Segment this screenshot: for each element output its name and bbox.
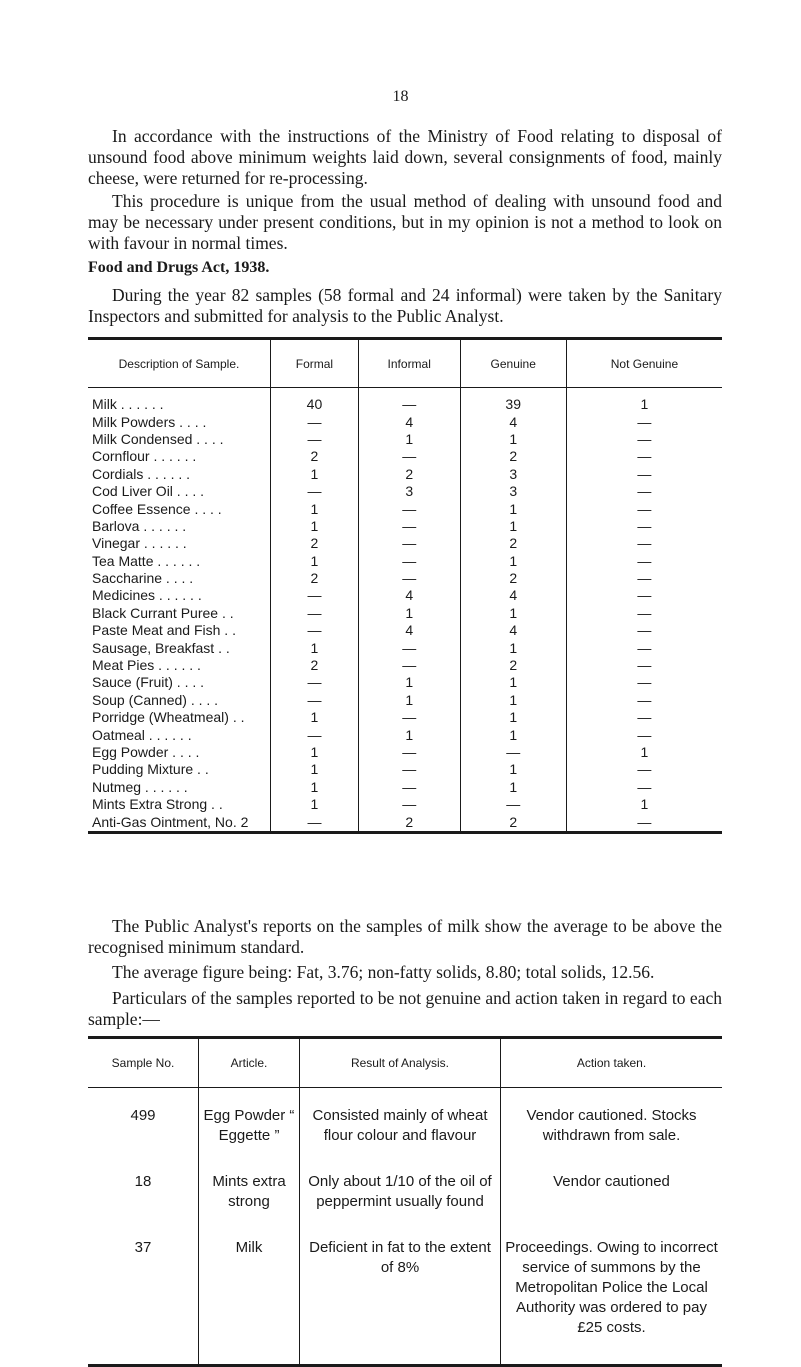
sample-count: 4 bbox=[460, 622, 566, 639]
result-of-analysis: Deficient in fat to the extent of 8% bbox=[300, 1238, 501, 1366]
sample-description: Cordials . . . . . . bbox=[92, 465, 191, 482]
section-heading: Food and Drugs Act, 1938. bbox=[88, 259, 270, 276]
sample-count: 1 bbox=[358, 674, 460, 691]
sample-count: — bbox=[271, 483, 359, 500]
sample-description: Paste Meat and Fish . . bbox=[92, 622, 236, 639]
sample-count: — bbox=[566, 518, 722, 535]
table-row bbox=[88, 518, 722, 535]
sample-description: Nutmeg . . . . . . bbox=[92, 778, 188, 795]
sample-description: Anti-Gas Ointment, No. 2 bbox=[92, 813, 249, 830]
sample-count: — bbox=[566, 587, 722, 604]
sample-count: — bbox=[271, 587, 359, 604]
sample-description: Oatmeal . . . . . . bbox=[92, 726, 192, 743]
sample-count: — bbox=[566, 605, 722, 622]
sample-count: — bbox=[358, 553, 460, 570]
samples-table-header bbox=[88, 339, 722, 388]
sample-description: Coffee Essence . . . . bbox=[92, 500, 222, 517]
milk-report-paragraph: The Public Analyst's reports on the samples of milk show the average to be above the recognised minimum standard. bbox=[88, 916, 722, 957]
sample-count: 1 bbox=[271, 639, 359, 656]
sample-count: — bbox=[358, 448, 460, 465]
sample-count: 1 bbox=[271, 500, 359, 517]
sample-count: 2 bbox=[271, 657, 359, 674]
sample-count: 1 bbox=[460, 431, 566, 448]
table-row bbox=[88, 553, 722, 570]
table-row bbox=[88, 1088, 722, 1173]
sample-count: — bbox=[358, 796, 460, 813]
table-row bbox=[88, 692, 722, 709]
sample-count: — bbox=[358, 500, 460, 517]
sample-description: Cod Liver Oil . . . . bbox=[92, 483, 205, 500]
table-row bbox=[88, 1238, 722, 1366]
sample-description: Saccharine . . . . bbox=[92, 570, 194, 587]
sample-count: — bbox=[566, 622, 722, 639]
sample-count: 1 bbox=[460, 553, 566, 570]
sample-count: — bbox=[271, 813, 359, 832]
result-of-analysis: Only about 1/10 of the oil of peppermint usually found bbox=[300, 1172, 501, 1238]
sample-count: — bbox=[358, 570, 460, 587]
particulars-paragraph: Particulars of the samples reported to be not genuine and action taken in regard to each sample:— bbox=[88, 988, 722, 1029]
header-sample-no: Sample No. bbox=[88, 1038, 199, 1088]
sample-description: Soup (Canned) . . . . bbox=[92, 691, 219, 708]
sample-count: 1 bbox=[460, 761, 566, 778]
sample-description: Porridge (Wheatmeal) . . bbox=[92, 709, 245, 726]
table-row bbox=[88, 674, 722, 691]
sample-count: 2 bbox=[271, 448, 359, 465]
sample-count: — bbox=[566, 639, 722, 656]
sample-count: 1 bbox=[358, 726, 460, 743]
sample-count: 1 bbox=[566, 744, 722, 761]
header-genuine: Genuine bbox=[460, 339, 566, 388]
sample-count: 1 bbox=[460, 500, 566, 517]
sample-number: 499 bbox=[130, 1107, 156, 1124]
samples-table bbox=[88, 337, 722, 834]
sample-count: 2 bbox=[460, 535, 566, 552]
sample-count: 2 bbox=[460, 448, 566, 465]
sample-count: — bbox=[566, 692, 722, 709]
sample-count: — bbox=[358, 657, 460, 674]
sample-count: 3 bbox=[358, 483, 460, 500]
sample-count: 2 bbox=[271, 535, 359, 552]
sample-count: — bbox=[566, 674, 722, 691]
sample-count: — bbox=[566, 448, 722, 465]
sample-count: 1 bbox=[271, 518, 359, 535]
header-formal: Formal bbox=[271, 339, 359, 388]
sample-count: — bbox=[271, 674, 359, 691]
sample-description: Sauce (Fruit) . . . . bbox=[92, 674, 205, 691]
sample-count: 1 bbox=[460, 605, 566, 622]
sample-count: — bbox=[271, 622, 359, 639]
sample-count: — bbox=[566, 483, 722, 500]
sample-count: — bbox=[566, 726, 722, 743]
sample-count: 1 bbox=[460, 518, 566, 535]
action-taken: Proceedings. Owing to incorrect service of summons by the Metropolitan Police the Local Authority was ordered to pay £25 costs. bbox=[501, 1238, 723, 1366]
sample-count: 2 bbox=[460, 813, 566, 832]
table-row bbox=[88, 605, 722, 622]
sample-description: Tea Matte . . . . . . bbox=[92, 552, 201, 569]
table-row bbox=[88, 779, 722, 796]
sample-count: — bbox=[358, 518, 460, 535]
article: Egg Powder “ Eggette ” bbox=[199, 1088, 300, 1173]
sample-count: 2 bbox=[271, 570, 359, 587]
sample-count: 1 bbox=[271, 744, 359, 761]
sample-count: — bbox=[566, 709, 722, 726]
sample-description: Pudding Mixture . . bbox=[92, 761, 209, 778]
sample-count: 4 bbox=[358, 587, 460, 604]
sample-count: 2 bbox=[460, 657, 566, 674]
sample-count: 39 bbox=[460, 388, 566, 414]
table-row bbox=[88, 413, 722, 430]
table-row bbox=[88, 761, 722, 778]
sample-number: 37 bbox=[134, 1239, 152, 1256]
sample-count: — bbox=[566, 813, 722, 832]
intro-paragraph-1: In accordance with the instructions of the Ministry of Food relating to disposal of unsound food above minimum weights laid down, several consignments of food, mainly cheese, were returned for re-processing. bbox=[88, 126, 722, 188]
sample-count: — bbox=[566, 657, 722, 674]
sample-description: Meat Pies . . . . . . bbox=[92, 657, 201, 674]
sample-count: — bbox=[566, 553, 722, 570]
table-row bbox=[88, 448, 722, 465]
sample-count: — bbox=[358, 388, 460, 414]
sample-count: — bbox=[566, 500, 722, 517]
table-row bbox=[88, 431, 722, 448]
article: Mints extra strong bbox=[199, 1172, 300, 1238]
table-row bbox=[88, 813, 722, 832]
intro-paragraph-2: This procedure is unique from the usual method of dealing with unsound food and may be necessary under present conditions, but in my opinion is not a method to look on with favour in normal times. bbox=[88, 191, 722, 253]
action-taken: Vendor cautioned. Stocks withdrawn from sale. bbox=[501, 1088, 723, 1173]
sample-count: — bbox=[358, 709, 460, 726]
table-row bbox=[88, 622, 722, 639]
sample-count: — bbox=[271, 431, 359, 448]
sample-description: Milk Condensed . . . . bbox=[92, 430, 224, 447]
table-row bbox=[88, 388, 722, 414]
sample-count: 1 bbox=[271, 779, 359, 796]
sample-count: — bbox=[271, 726, 359, 743]
action-table-header bbox=[88, 1038, 722, 1088]
sample-count: 1 bbox=[271, 761, 359, 778]
sample-count: 4 bbox=[358, 622, 460, 639]
sample-count: 2 bbox=[358, 813, 460, 832]
sample-count: 1 bbox=[358, 692, 460, 709]
average-figure-paragraph: The average figure being: Fat, 3.76; non-fatty solids, 8.80; total solids, 12.56. bbox=[112, 962, 655, 982]
result-of-analysis: Consisted mainly of wheat flour colour and flavour bbox=[300, 1088, 501, 1173]
action-taken: Vendor cautioned bbox=[501, 1172, 723, 1238]
sample-count: — bbox=[358, 639, 460, 656]
sample-count: 1 bbox=[566, 796, 722, 813]
sample-count: 1 bbox=[460, 639, 566, 656]
table-row bbox=[88, 483, 722, 500]
sample-count: — bbox=[271, 605, 359, 622]
article: Milk bbox=[199, 1238, 300, 1366]
page-number: 18 bbox=[392, 88, 409, 105]
sample-count: 1 bbox=[358, 605, 460, 622]
table-row bbox=[88, 744, 722, 761]
table-row bbox=[88, 500, 722, 517]
table-row bbox=[88, 570, 722, 587]
sample-count: 1 bbox=[271, 796, 359, 813]
sample-count: — bbox=[460, 744, 566, 761]
sample-description: Sausage, Breakfast . . bbox=[92, 639, 230, 656]
table-row bbox=[88, 709, 722, 726]
sample-count: 3 bbox=[460, 466, 566, 483]
sample-count: 3 bbox=[460, 483, 566, 500]
sample-count: 2 bbox=[358, 466, 460, 483]
header-action: Action taken. bbox=[501, 1038, 723, 1088]
sample-count: — bbox=[358, 535, 460, 552]
sample-count: — bbox=[566, 466, 722, 483]
table-row bbox=[88, 587, 722, 604]
table-row bbox=[88, 535, 722, 552]
sample-count: — bbox=[271, 413, 359, 430]
sample-count: 1 bbox=[271, 553, 359, 570]
sample-count: 4 bbox=[358, 413, 460, 430]
table-row bbox=[88, 466, 722, 483]
sample-description: Egg Powder . . . . bbox=[92, 744, 200, 760]
sample-count: — bbox=[566, 779, 722, 796]
sample-count: 1 bbox=[460, 726, 566, 743]
sample-count: — bbox=[566, 413, 722, 430]
sample-count: — bbox=[358, 779, 460, 796]
sample-count: 4 bbox=[460, 587, 566, 604]
table-row bbox=[88, 639, 722, 656]
sample-description: Barlova . . . . . . bbox=[92, 517, 187, 534]
sample-count: 40 bbox=[271, 388, 359, 414]
sample-count: — bbox=[358, 744, 460, 761]
table-row bbox=[88, 657, 722, 674]
table-row bbox=[88, 796, 722, 813]
sample-count: 1 bbox=[460, 692, 566, 709]
sample-count: 1 bbox=[358, 431, 460, 448]
header-description: Description of Sample. bbox=[88, 339, 271, 388]
sample-count: — bbox=[566, 431, 722, 448]
samples-intro-paragraph: During the year 82 samples (58 formal and 24 informal) were taken by the Sanitary Inspectors and submitted for analysis to the Public Analyst. bbox=[88, 285, 722, 326]
sample-count: 1 bbox=[271, 709, 359, 726]
sample-count: 1 bbox=[566, 388, 722, 414]
sample-count: — bbox=[271, 692, 359, 709]
sample-count: — bbox=[566, 570, 722, 587]
sample-description: Vinegar . . . . . . bbox=[92, 535, 187, 552]
sample-count: 1 bbox=[460, 779, 566, 796]
header-informal: Informal bbox=[358, 339, 460, 388]
sample-count: — bbox=[566, 761, 722, 778]
sample-count: — bbox=[460, 796, 566, 813]
sample-description: Milk Powders . . . . bbox=[92, 413, 207, 430]
table-row bbox=[88, 726, 722, 743]
sample-number: 18 bbox=[134, 1173, 152, 1190]
sample-count: 4 bbox=[460, 413, 566, 430]
header-result: Result of Analysis. bbox=[300, 1038, 501, 1088]
sample-description: Cornflour . . . . . . bbox=[92, 448, 197, 465]
header-not-genuine: Not Genuine bbox=[566, 339, 722, 388]
sample-count: 1 bbox=[460, 709, 566, 726]
sample-count: — bbox=[566, 535, 722, 552]
sample-count: 1 bbox=[460, 674, 566, 691]
sample-description: Black Currant Puree . . bbox=[92, 604, 234, 621]
table-row bbox=[88, 1172, 722, 1238]
sample-description: Milk . . . . . . bbox=[92, 396, 164, 413]
header-article: Article. bbox=[199, 1038, 300, 1088]
sample-count: — bbox=[358, 761, 460, 778]
sample-description: Mints Extra Strong . . bbox=[92, 796, 223, 813]
sample-count: 1 bbox=[271, 466, 359, 483]
sample-count: 2 bbox=[460, 570, 566, 587]
sample-description: Medicines . . . . . . bbox=[92, 587, 202, 604]
action-table bbox=[88, 1036, 722, 1367]
